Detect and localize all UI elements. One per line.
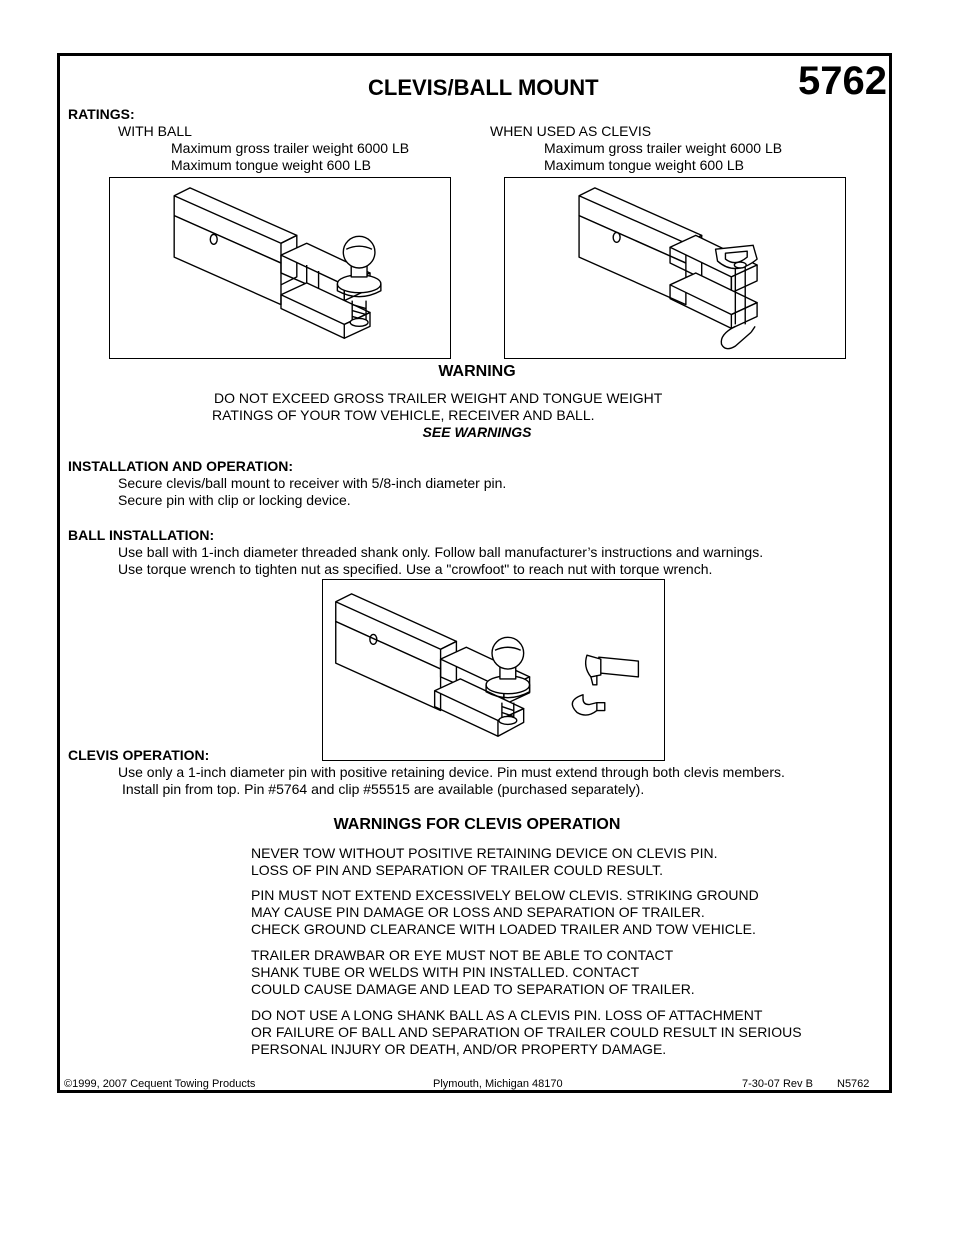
clevis-warning-paragraph-2 <box>251 887 759 938</box>
clevis-gross-weight: Maximum gross trailer weight 6000 LB <box>544 140 783 156</box>
clevis-warning-line: MAY CAUSE PIN DAMAGE OR LOSS AND SEPARATION OF TRAILER. <box>251 904 705 920</box>
clevis-warning-paragraph-4 <box>251 1007 802 1058</box>
clevis-operation-line-2: Install pin from top. Pin #5764 and clip #55515 are available (purchased separately). <box>122 781 645 797</box>
ball-mount-illustration <box>109 177 451 359</box>
warning-line-2: RATINGS OF YOUR TOW VEHICLE, RECEIVER AND BALL. <box>212 407 595 423</box>
with-ball-tongue-weight: Maximum tongue weight 600 LB <box>171 157 371 173</box>
clevis-warning-line: DO NOT USE A LONG SHANK BALL AS A CLEVIS PIN. LOSS OF ATTACHMENT <box>251 1007 763 1023</box>
copyright-symbol: © <box>64 1078 73 1090</box>
clevis-label: WHEN USED AS CLEVIS <box>490 123 652 139</box>
footer-location: Plymouth, Michigan 48170 <box>433 1078 563 1090</box>
clevis-mount-illustration <box>504 177 846 359</box>
with-ball-label: WITH BALL <box>118 123 192 139</box>
installation-line-1: Secure clevis/ball mount to receiver with 5/8-inch diameter pin. <box>118 475 507 491</box>
clevis-warning-line: LOSS OF PIN AND SEPARATION OF TRAILER COULD RESULT. <box>251 862 664 878</box>
clevis-warning-paragraph-3 <box>251 947 695 998</box>
clevis-warning-line: TRAILER DRAWBAR OR EYE MUST NOT BE ABLE TO CONTACT <box>251 947 674 963</box>
footer-revision: 7-30-07 Rev B <box>742 1078 813 1090</box>
warning-line-1: DO NOT EXCEED GROSS TRAILER WEIGHT AND TONGUE WEIGHT <box>214 390 663 406</box>
clevis-warning-line: PERSONAL INJURY OR DEATH, AND/OR PROPERTY DAMAGE. <box>251 1041 667 1057</box>
copyright <box>64 1078 255 1091</box>
warning-heading: WARNING <box>438 363 516 380</box>
footer-part-number: N5762 <box>837 1078 870 1090</box>
copyright-text: 1999, 2007 Cequent Towing Products <box>72 1078 256 1090</box>
clevis-warning-line: PIN MUST NOT EXTEND EXCESSIVELY BELOW CLEVIS. STRIKING GROUND <box>251 887 759 903</box>
clevis-warning-paragraph-1 <box>251 845 717 879</box>
installation-line-2: Secure pin with clip or locking device. <box>118 492 351 508</box>
clevis-warning-line: COULD CAUSE DAMAGE AND LEAD TO SEPARATION OF TRAILER. <box>251 981 695 997</box>
clevis-operation-line-1: Use only a 1-inch diameter pin with positive retaining device. Pin must extend through both clevis members. <box>118 764 785 780</box>
ball-installation-line-1: Use ball with 1-inch diameter threaded shank only. Follow ball manufacturer’s instructions and warnings. <box>118 544 764 560</box>
clevis-warning-line: CHECK GROUND CLEARANCE WITH LOADED TRAILER AND TOW VEHICLE. <box>251 921 756 937</box>
clevis-warnings-heading: WARNINGS FOR CLEVIS OPERATION <box>333 816 621 833</box>
ball-installation-line-2: Use torque wrench to tighten nut as specified. Use a "crowfoot" to reach nut with torque wrench. <box>118 561 713 577</box>
installation-heading: INSTALLATION AND OPERATION: <box>68 458 294 474</box>
see-warnings: SEE WARNINGS <box>422 424 532 440</box>
clevis-warning-line: SHANK TUBE OR WELDS WITH PIN INSTALLED. CONTACT <box>251 964 640 980</box>
document-number: 5762 <box>798 59 887 103</box>
with-ball-gross-weight: Maximum gross trailer weight 6000 LB <box>171 140 410 156</box>
page-title: CLEVIS/BALL MOUNT <box>368 75 599 100</box>
clevis-warning-line: NEVER TOW WITHOUT POSITIVE RETAINING DEVICE ON CLEVIS PIN. <box>251 845 718 861</box>
ball-installation-heading: BALL INSTALLATION: <box>68 527 215 543</box>
clevis-warning-line: OR FAILURE OF BALL AND SEPARATION OF TRAILER COULD RESULT IN SERIOUS <box>251 1024 802 1040</box>
ball-installation-illustration <box>322 579 665 761</box>
clevis-tongue-weight: Maximum tongue weight 600 LB <box>544 157 744 173</box>
clevis-operation-heading: CLEVIS OPERATION: <box>68 747 210 763</box>
ratings-heading: RATINGS: <box>68 106 135 122</box>
